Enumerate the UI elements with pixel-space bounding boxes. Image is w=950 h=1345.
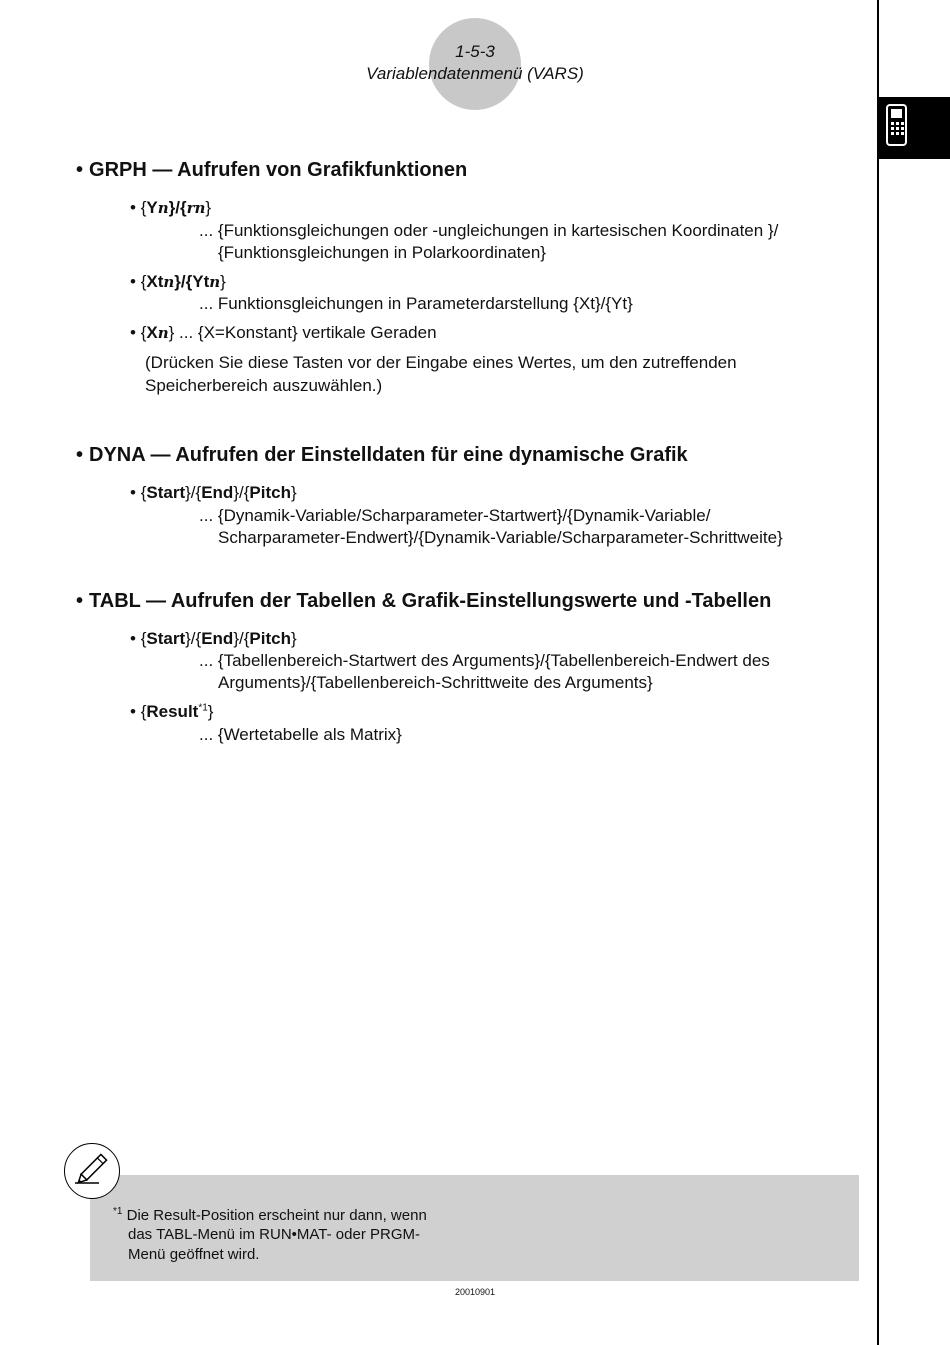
dyna-desc-2: Scharparameter-Endwert}/{Dynamik-Variable/Scharparameter-Schrittweite} [218,528,783,547]
section-heading-dyna: • DYNA — Aufrufen der Einstelldaten für eine dynamische Grafik [76,444,688,466]
right-margin-rule [877,0,879,1345]
note-line-2: das TABL-Menü im RUN•MAT- oder PRGM- [128,1226,420,1243]
grph-item-xn: • {Xn} ... {X=Konstant} vertikale Geraden [130,323,437,342]
page-number: 1-5-3 [455,42,495,61]
note-line-3: Menü geöffnet wird. [128,1246,260,1263]
section-heading-tabl: • TABL — Aufrufen der Tabellen & Grafik-Einstellungswerte und -Tabellen [76,590,772,612]
tabl-desc-1: ... {Tabellenbereich-Startwert des Arguments}/{Tabellenbereich-Endwert des [199,651,770,670]
dyna-desc-1: ... {Dynamik-Variable/Scharparameter-Startwert}/{Dynamik-Variable/ [199,506,711,525]
dyna-item-start-end-pitch: • {Start}/{End}/{Pitch} [130,483,297,502]
grph-note-line-1: (Drücken Sie diese Tasten vor der Eingabe eines Wertes, um den zutreffenden [145,353,737,372]
note-line-1: $^{*1}$ Die Result-Position erscheint nur dann, wenn [113,1206,427,1224]
tabl-item-start-end-pitch: • {Start}/{End}/{Pitch} [130,629,297,648]
section-heading-grph: • GRPH — Aufrufen von Grafikfunktionen [76,159,468,181]
grph-item-xtn-ytn: • {Xtn}/{Ytn} [130,272,226,291]
tabl-result-desc: ... {Wertetabelle als Matrix} [199,725,402,744]
tabl-desc-2: Arguments}/{Tabellenbereich-Schrittweite des Arguments} [218,673,653,692]
page-title: Variablendatenmenü (VARS) [366,64,584,83]
grph-item-yn-rn: • {Yn}/{rn} [130,198,212,217]
grph-item-xtn-desc: ... Funktionsgleichungen in Parameterdarstellung {Xt}/{Yt} [199,294,633,313]
footer-code: 20010901 [454,1287,496,1297]
grph-item-yn-desc-2: {Funktionsgleichungen in Polarkoordinaten} [218,243,546,262]
calculator-icon [886,104,907,146]
grph-item-yn-desc-1: ... {Funktionsgleichungen oder -ungleichungen in kartesischen Koordinaten }/ [199,221,779,240]
grph-note-line-2: Speicherbereich auszuwählen.) [145,376,383,395]
pencil-icon [64,1143,120,1199]
tabl-item-result: • {Result$^{*1}$} [130,702,214,721]
